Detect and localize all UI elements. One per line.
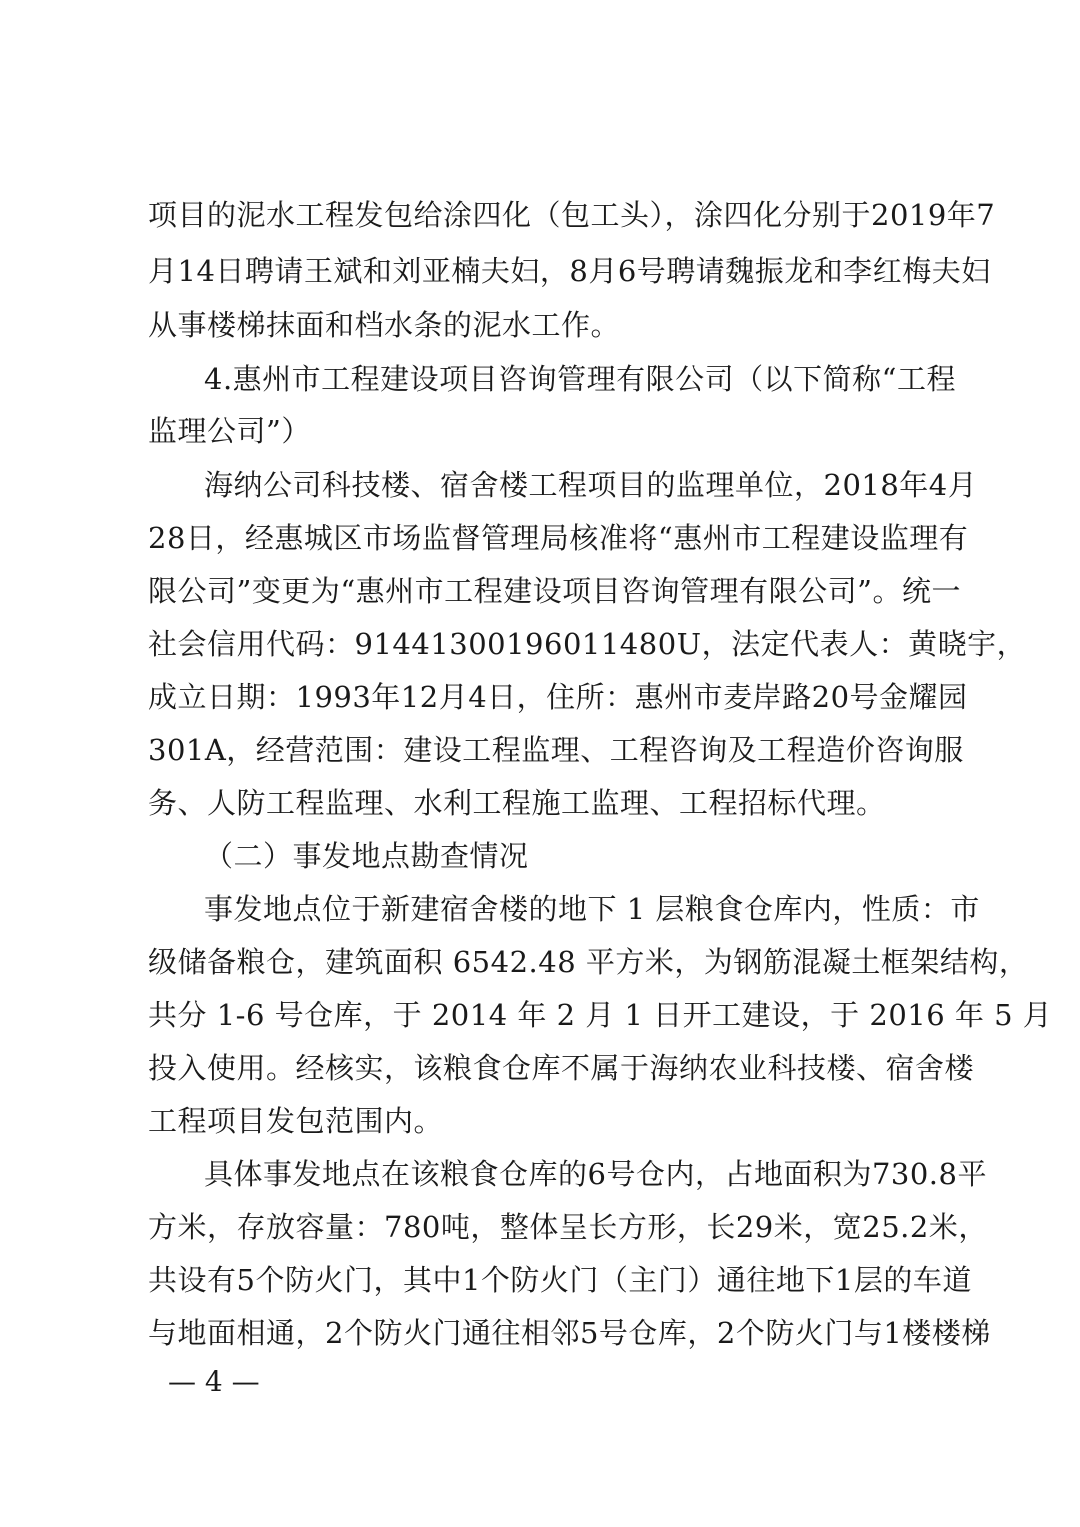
section-heading-line: 监理公司”） xyxy=(148,414,311,448)
paragraph-line: 月14日聘请王斌和刘亚楠夫妇，8月6号聘请魏振龙和李红梅夫妇 xyxy=(148,254,991,288)
paragraph-line: 事发地点位于新建宿舍楼的地下 1 层粮食仓库内，性质：市 xyxy=(204,892,980,926)
paragraph-line: 与地面相通，2个防火门通往相邻5号仓库，2个防火门与1楼楼梯 xyxy=(148,1316,991,1350)
paragraph-line: 具体事发地点在该粮食仓库的6号仓内，占地面积为730.8平 xyxy=(204,1157,987,1191)
paragraph-line: 从事楼梯抹面和档水条的泥水工作。 xyxy=(148,308,621,342)
paragraph-line: 限公司”变更为“惠州市工程建设项目咨询管理有限公司”。统一 xyxy=(148,574,961,608)
paragraph-line: 海纳公司科技楼、宿舍楼工程项目的监理单位，2018年4月 xyxy=(204,468,978,502)
paragraph-line: 项目的泥水工程发包给涂四化（包工头），涂四化分别于2019年7 xyxy=(148,198,996,232)
paragraph-line: 投入使用。经核实，该粮食仓库不属于海纳农业科技楼、宿舍楼 xyxy=(148,1051,975,1085)
paragraph-line: 成立日期：1993年12月4日，住所：惠州市麦岸路20号金耀园 xyxy=(148,680,968,714)
subsection-heading: （二）事发地点勘查情况 xyxy=(204,839,529,873)
paragraph-line: 工程项目发包范围内。 xyxy=(148,1104,444,1138)
section-heading-line: 4.惠州市工程建设项目咨询管理有限公司（以下简称“工程 xyxy=(204,362,956,396)
paragraph-line: 级储备粮仓，建筑面积 6542.48 平方米，为钢筋混凝土框架结构， xyxy=(148,945,1029,979)
paragraph-line: 社会信用代码：91441300196011480U，法定代表人：黄晓宇， xyxy=(148,627,1027,661)
page-number: — 4 — xyxy=(168,1365,260,1398)
paragraph-line: 务、人防工程监理、水利工程施工监理、工程招标代理。 xyxy=(148,786,886,820)
paragraph-line: 共分 1-6 号仓库，于 2014 年 2 月 1 日开工建设，于 2016 年 5 月 xyxy=(148,998,1053,1032)
paragraph-line: 301A，经营范围：建设工程监理、工程咨询及工程造价咨询服 xyxy=(148,733,964,767)
paragraph-line: 方米，存放容量：780吨，整体呈长方形，长29米，宽25.2米， xyxy=(148,1210,988,1244)
paragraph-line: 共设有5个防火门，其中1个防火门（主门）通往地下1层的车道 xyxy=(148,1263,972,1297)
paragraph-line: 28日，经惠城区市场监督管理局核准将“惠州市工程建设监理有 xyxy=(148,521,969,555)
